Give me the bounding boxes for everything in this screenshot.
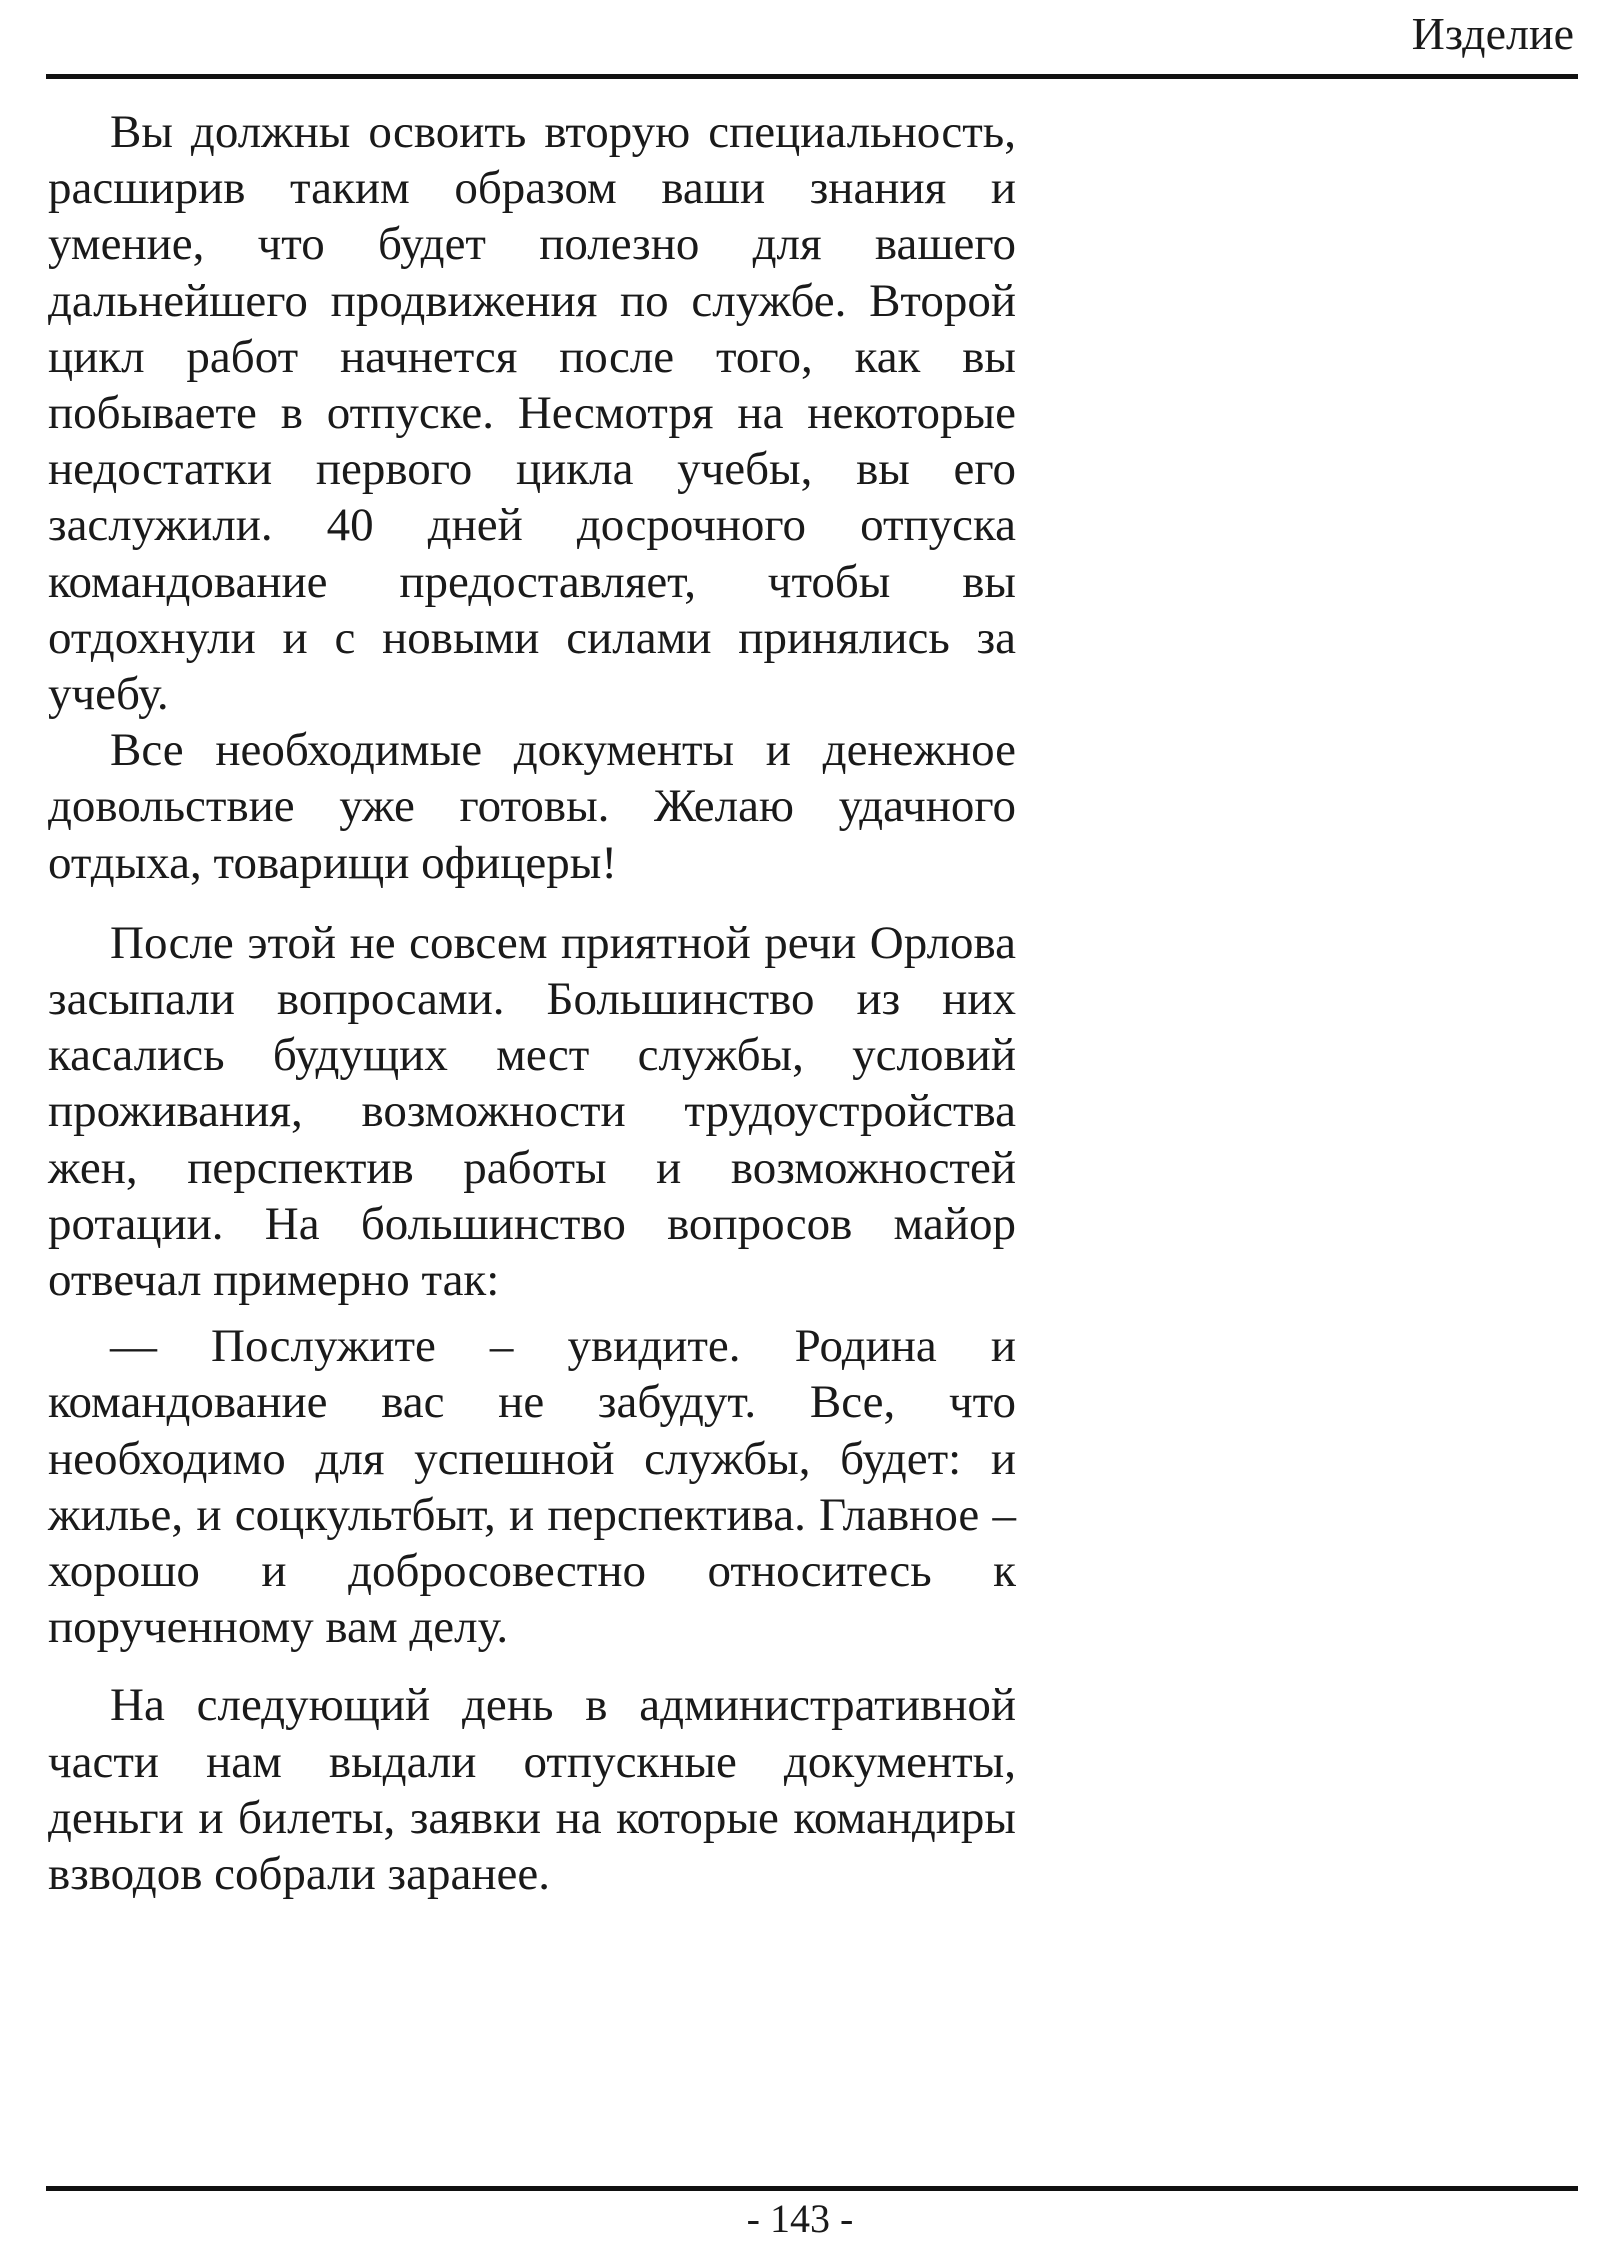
- running-header: Изделие: [1411, 8, 1574, 59]
- page-number: - 143 -: [746, 2196, 854, 2241]
- paragraph-3: После этой не совсем приятной речи Орлова засыпали вопросами. Большинство из них касались будущих мест службы, условий проживания, возможности трудоустройства жен, перспектив работы и возможностей ротации. На большинство вопросов майор отвечал примерно так:: [48, 916, 1016, 1307]
- paragraph-5: На следующий день в административной части нам выдали отпускные документы, деньги и билеты, заявки на которые командиры взводов собрали заранее.: [48, 1679, 1016, 1901]
- footer-divider: [46, 2186, 1578, 2191]
- text-column: [48, 104, 1016, 1902]
- paragraph-4-dialogue: — Послужите – увидите. Родина и командование вас не забудут. Все, что необходимо для успешной службы, будет: и жилье, и соцкультбыт, и перспектива. Главное – хорошо и добросовестно относитесь к порученному вам делу.: [48, 1320, 1016, 1654]
- paragraph-1: Вы должны освоить вторую специальность, расширив таким образом ваши знания и умение, что будет полезно для вашего дальнейшего продвижения по службе. Второй цикл работ начнется после того, как вы побываете в отпуске. Несмотря на некоторые недостатки первого цикла учебы, вы его заслужили. 40 дней досрочного отпуска командование предоставляет, чтобы вы отдохнули и с новыми силами принялись за учебу.: [48, 106, 1016, 721]
- paragraph-2: Все необходимые документы и денежное довольствие уже готовы. Желаю удачного отдыха, товарищи офицеры!: [48, 724, 1016, 889]
- header-divider: [46, 74, 1578, 79]
